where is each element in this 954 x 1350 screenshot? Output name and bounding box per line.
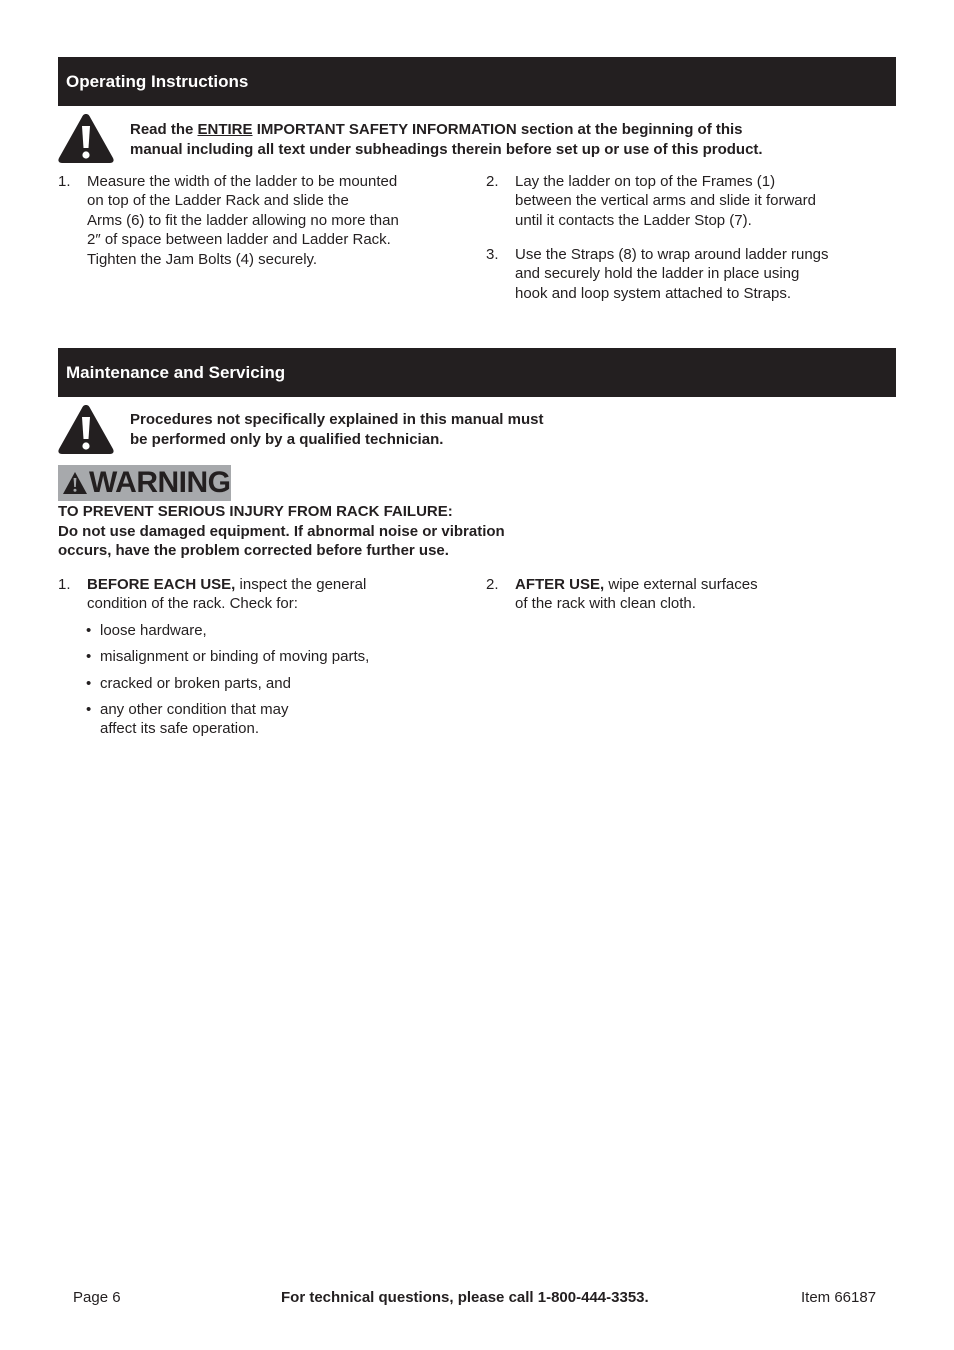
warning-badge	[58, 465, 231, 501]
warning-text: TO PREVENT SERIOUS INJURY FROM RACK FAILURE: Do not use damaged equipment. If abnormal noise or vibration occurs, have the problem corrected before further use.	[58, 503, 505, 559]
maintenance-safety-notice: Procedures not specifically explained in this manual must be performed only by a qualified technician.	[130, 411, 544, 448]
warning-triangle-icon	[57, 403, 115, 455]
operating-instructions-heading: Operating Instructions	[58, 57, 896, 106]
warning-small-triangle-icon	[62, 471, 88, 495]
operating-safety-notice: Read the ENTIRE IMPORTANT SAFETY INFORMATION section at the beginning of this manual including all text under subheadings therein before set up or use of this product.	[130, 121, 763, 158]
warning-triangle-icon	[57, 112, 115, 164]
entire-underlined: ENTIRE	[197, 121, 253, 138]
warning-badge-label: WARNING	[89, 466, 231, 499]
support-contact: For technical questions, please call 1-800-444-3353.	[281, 1289, 649, 1306]
item-number: Item 66187	[801, 1289, 877, 1306]
maintenance-heading: Maintenance and Servicing	[58, 348, 896, 397]
page-number: Page 6	[73, 1289, 121, 1306]
